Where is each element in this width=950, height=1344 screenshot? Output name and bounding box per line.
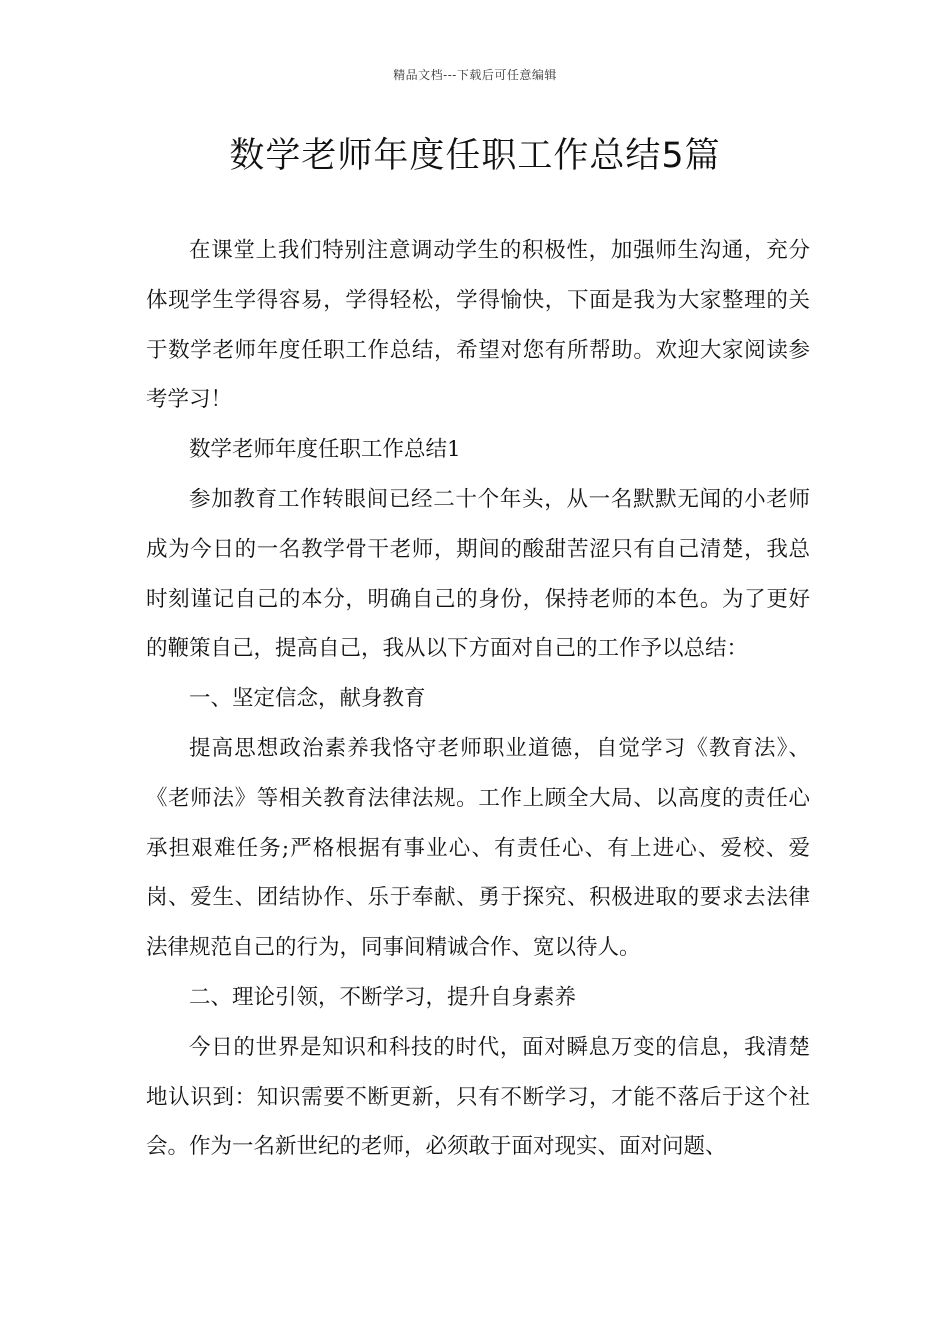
body-paragraph: 参加教育工作转眼间已经二十个年头，从一名默默无闻的小老师成为今日的一名教学骨干老师，期间的酸甜苦涩只有自己清楚，我总时刻谨记自己的本分，明确自己的身份，保持老师的本色。为了更好的鞭策自己，提高自己，我从以下方面对自己的工作予以总结： <box>146 486 810 662</box>
body-paragraph: 提高思想政治素养我恪守老师职业道德，自觉学习《教育法》、《老师法》等相关教育法律法规。工作上顾全大局、以高度的责任心承担艰难任务;严格根据有事业心、有责任心、有上进心、爱校、爱岗、爱生、团结协作、乐于奉献、勇于探究、积极进取的要求去法律法律规范自己的行为，同事间精诚合作、宽以待人。 <box>146 735 810 961</box>
page-header-watermark: 精品文档---下载后可任意编辑 <box>393 68 557 82</box>
subsection-heading: 二、理论引领，不断学习，提升自身素养 <box>189 984 577 1010</box>
document-body <box>146 226 810 1172</box>
section-heading: 数学老师年度任职工作总结1 <box>189 437 461 463</box>
document-title: 数学老师年度任职工作总结5篇 <box>229 136 721 176</box>
body-paragraph: 今日的世界是知识和科技的时代，面对瞬息万变的信息，我清楚地认识到：知识需要不断更新，只有不断学习，才能不落后于这个社会。作为一名新世纪的老师，必须敢于面对现实、面对问题、 <box>146 1034 810 1160</box>
intro-paragraph: 在课堂上我们特别注意调动学生的积极性，加强师生沟通，充分体现学生学得容易，学得轻松，学得愉快，下面是我为大家整理的关于数学老师年度任职工作总结，希望对您有所帮助。欢迎大家阅读参考学习！ <box>146 238 810 413</box>
subsection-heading: 一、坚定信念，献身教育 <box>189 686 426 712</box>
